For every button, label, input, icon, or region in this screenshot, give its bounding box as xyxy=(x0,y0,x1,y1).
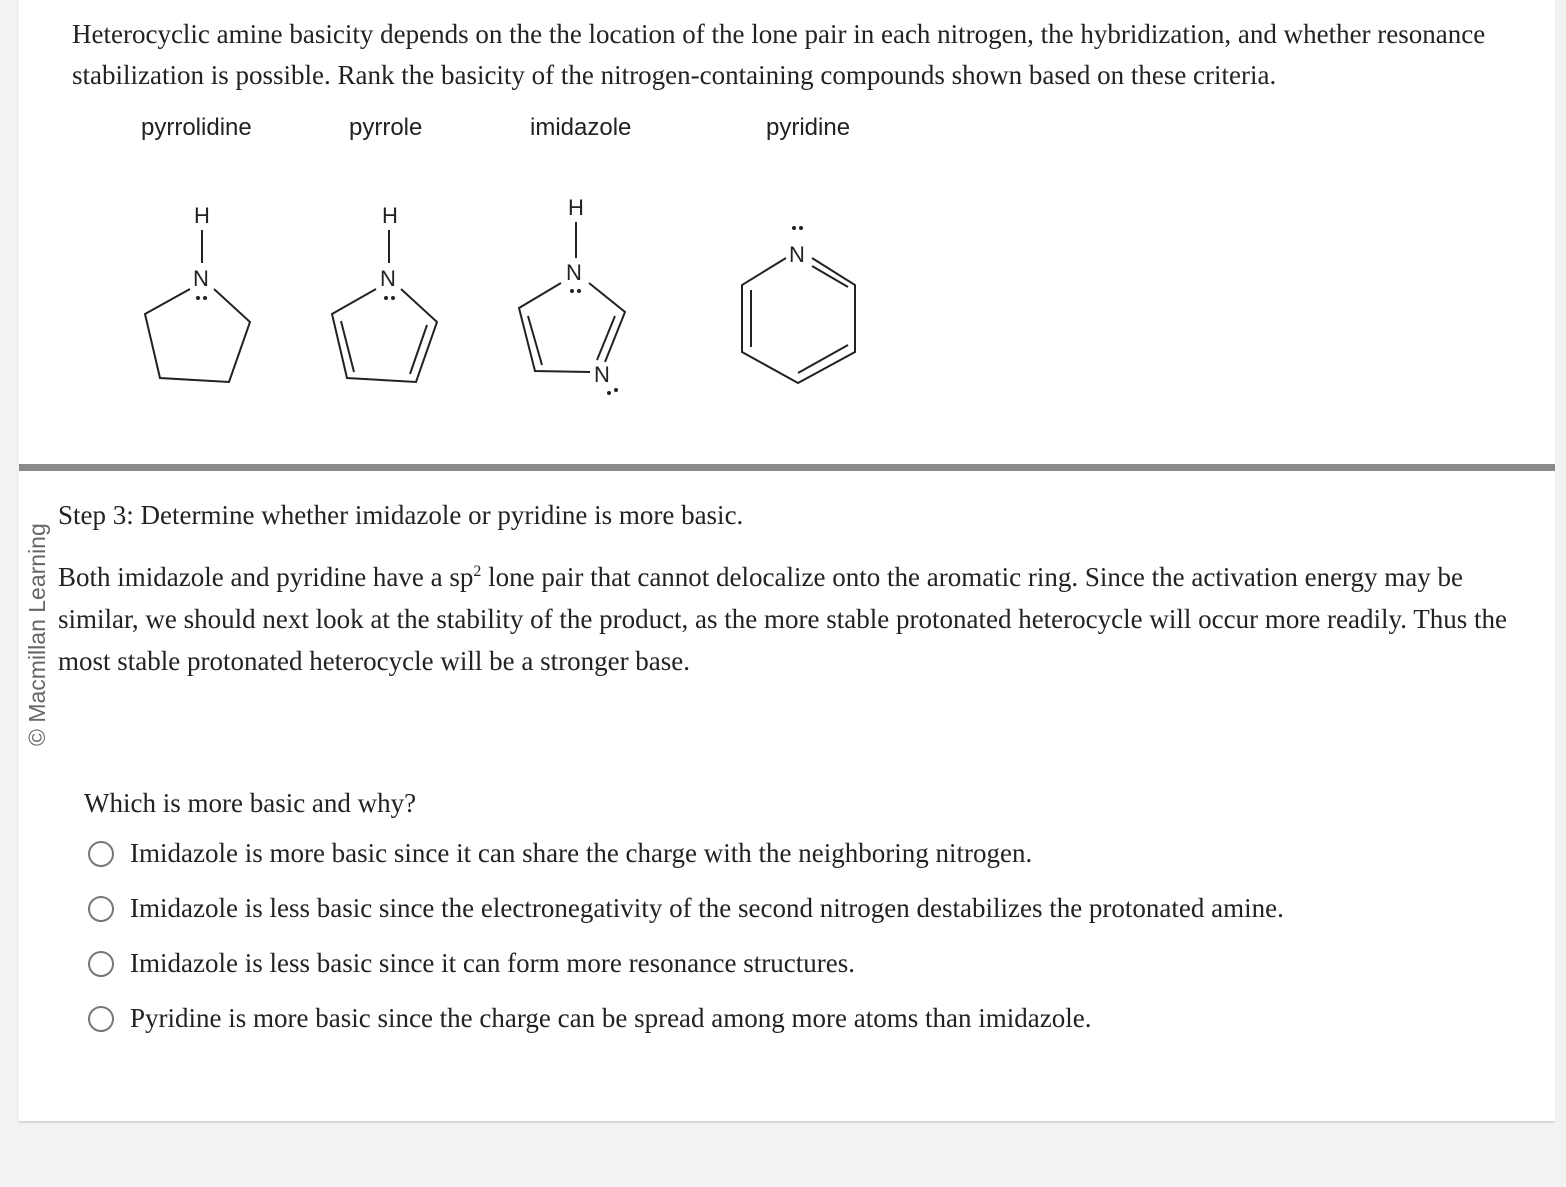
step-body xyxy=(58,556,1538,682)
imidazole-n1-atom: N xyxy=(566,260,582,285)
option-label: Pyridine is more basic since the charge can be spread among more atoms than imidazole. xyxy=(130,1003,1092,1033)
copyright-watermark: © Macmillan Learning xyxy=(24,523,50,746)
pyrrole-n-atom: N xyxy=(380,266,396,291)
label-pyridine: pyridine xyxy=(766,114,851,141)
pyridine-n-atom: N xyxy=(789,242,805,267)
answer-option[interactable] xyxy=(88,936,1284,991)
answer-options xyxy=(88,826,1284,1046)
pyrrolidine-structure xyxy=(145,203,250,382)
step-body-part2: lone pair that cannot delocalize onto the aromatic ring. Since the activation energy may be similar, we should next look at the stability of the product, as the more stable protonated heterocycle will occur more readily. Thus the most stable protonated heterocycle will be a stronger base. xyxy=(58,562,1508,676)
option-label: Imidazole is more basic since it can share the charge with the neighboring nitrogen. xyxy=(130,838,1033,868)
pyridine-structure xyxy=(742,226,855,383)
answer-option[interactable] xyxy=(88,881,1284,936)
step-title: Step 3: Determine whether imidazole or pyridine is more basic. xyxy=(58,500,744,530)
pyrrole-h-atom: H xyxy=(382,203,398,228)
label-imidazole: imidazole xyxy=(530,114,632,141)
intro-text: Heterocyclic amine basicity depends on the the location of the lone pair in each nitrogen, the hybridization, and whether resonance stabilization is possible. Rank the basicity of the nitrogen-containing compounds shown based on these criteria. xyxy=(72,19,1486,90)
step-body-superscript: 2 xyxy=(473,563,482,580)
pyrrolidine-n-atom: N xyxy=(193,266,209,291)
label-pyrrolidine: pyrrolidine xyxy=(141,114,252,141)
option-label: Imidazole is less basic since the electronegativity of the second nitrogen destabilizes the protonated amine. xyxy=(130,893,1284,923)
pyrrole-structure xyxy=(332,203,437,382)
answer-option[interactable] xyxy=(88,826,1284,881)
label-pyrrole: pyrrole xyxy=(349,114,423,141)
radio-button[interactable] xyxy=(88,1006,114,1032)
pyrrolidine-h-atom: H xyxy=(194,203,210,228)
radio-button[interactable] xyxy=(88,841,114,867)
imidazole-structure xyxy=(519,195,625,395)
section-divider xyxy=(19,464,1555,471)
option-label: Imidazole is less basic since it can form more resonance structures. xyxy=(130,948,855,978)
molecule-structures xyxy=(0,190,900,410)
imidazole-n3-atom: N xyxy=(594,362,610,387)
radio-button[interactable] xyxy=(88,951,114,977)
imidazole-h-atom: H xyxy=(568,195,584,220)
radio-button[interactable] xyxy=(88,896,114,922)
question-prompt: Which is more basic and why? xyxy=(84,788,417,818)
answer-option[interactable] xyxy=(88,991,1284,1046)
step-body-part1: Both imidazole and pyridine have a sp xyxy=(58,562,474,592)
